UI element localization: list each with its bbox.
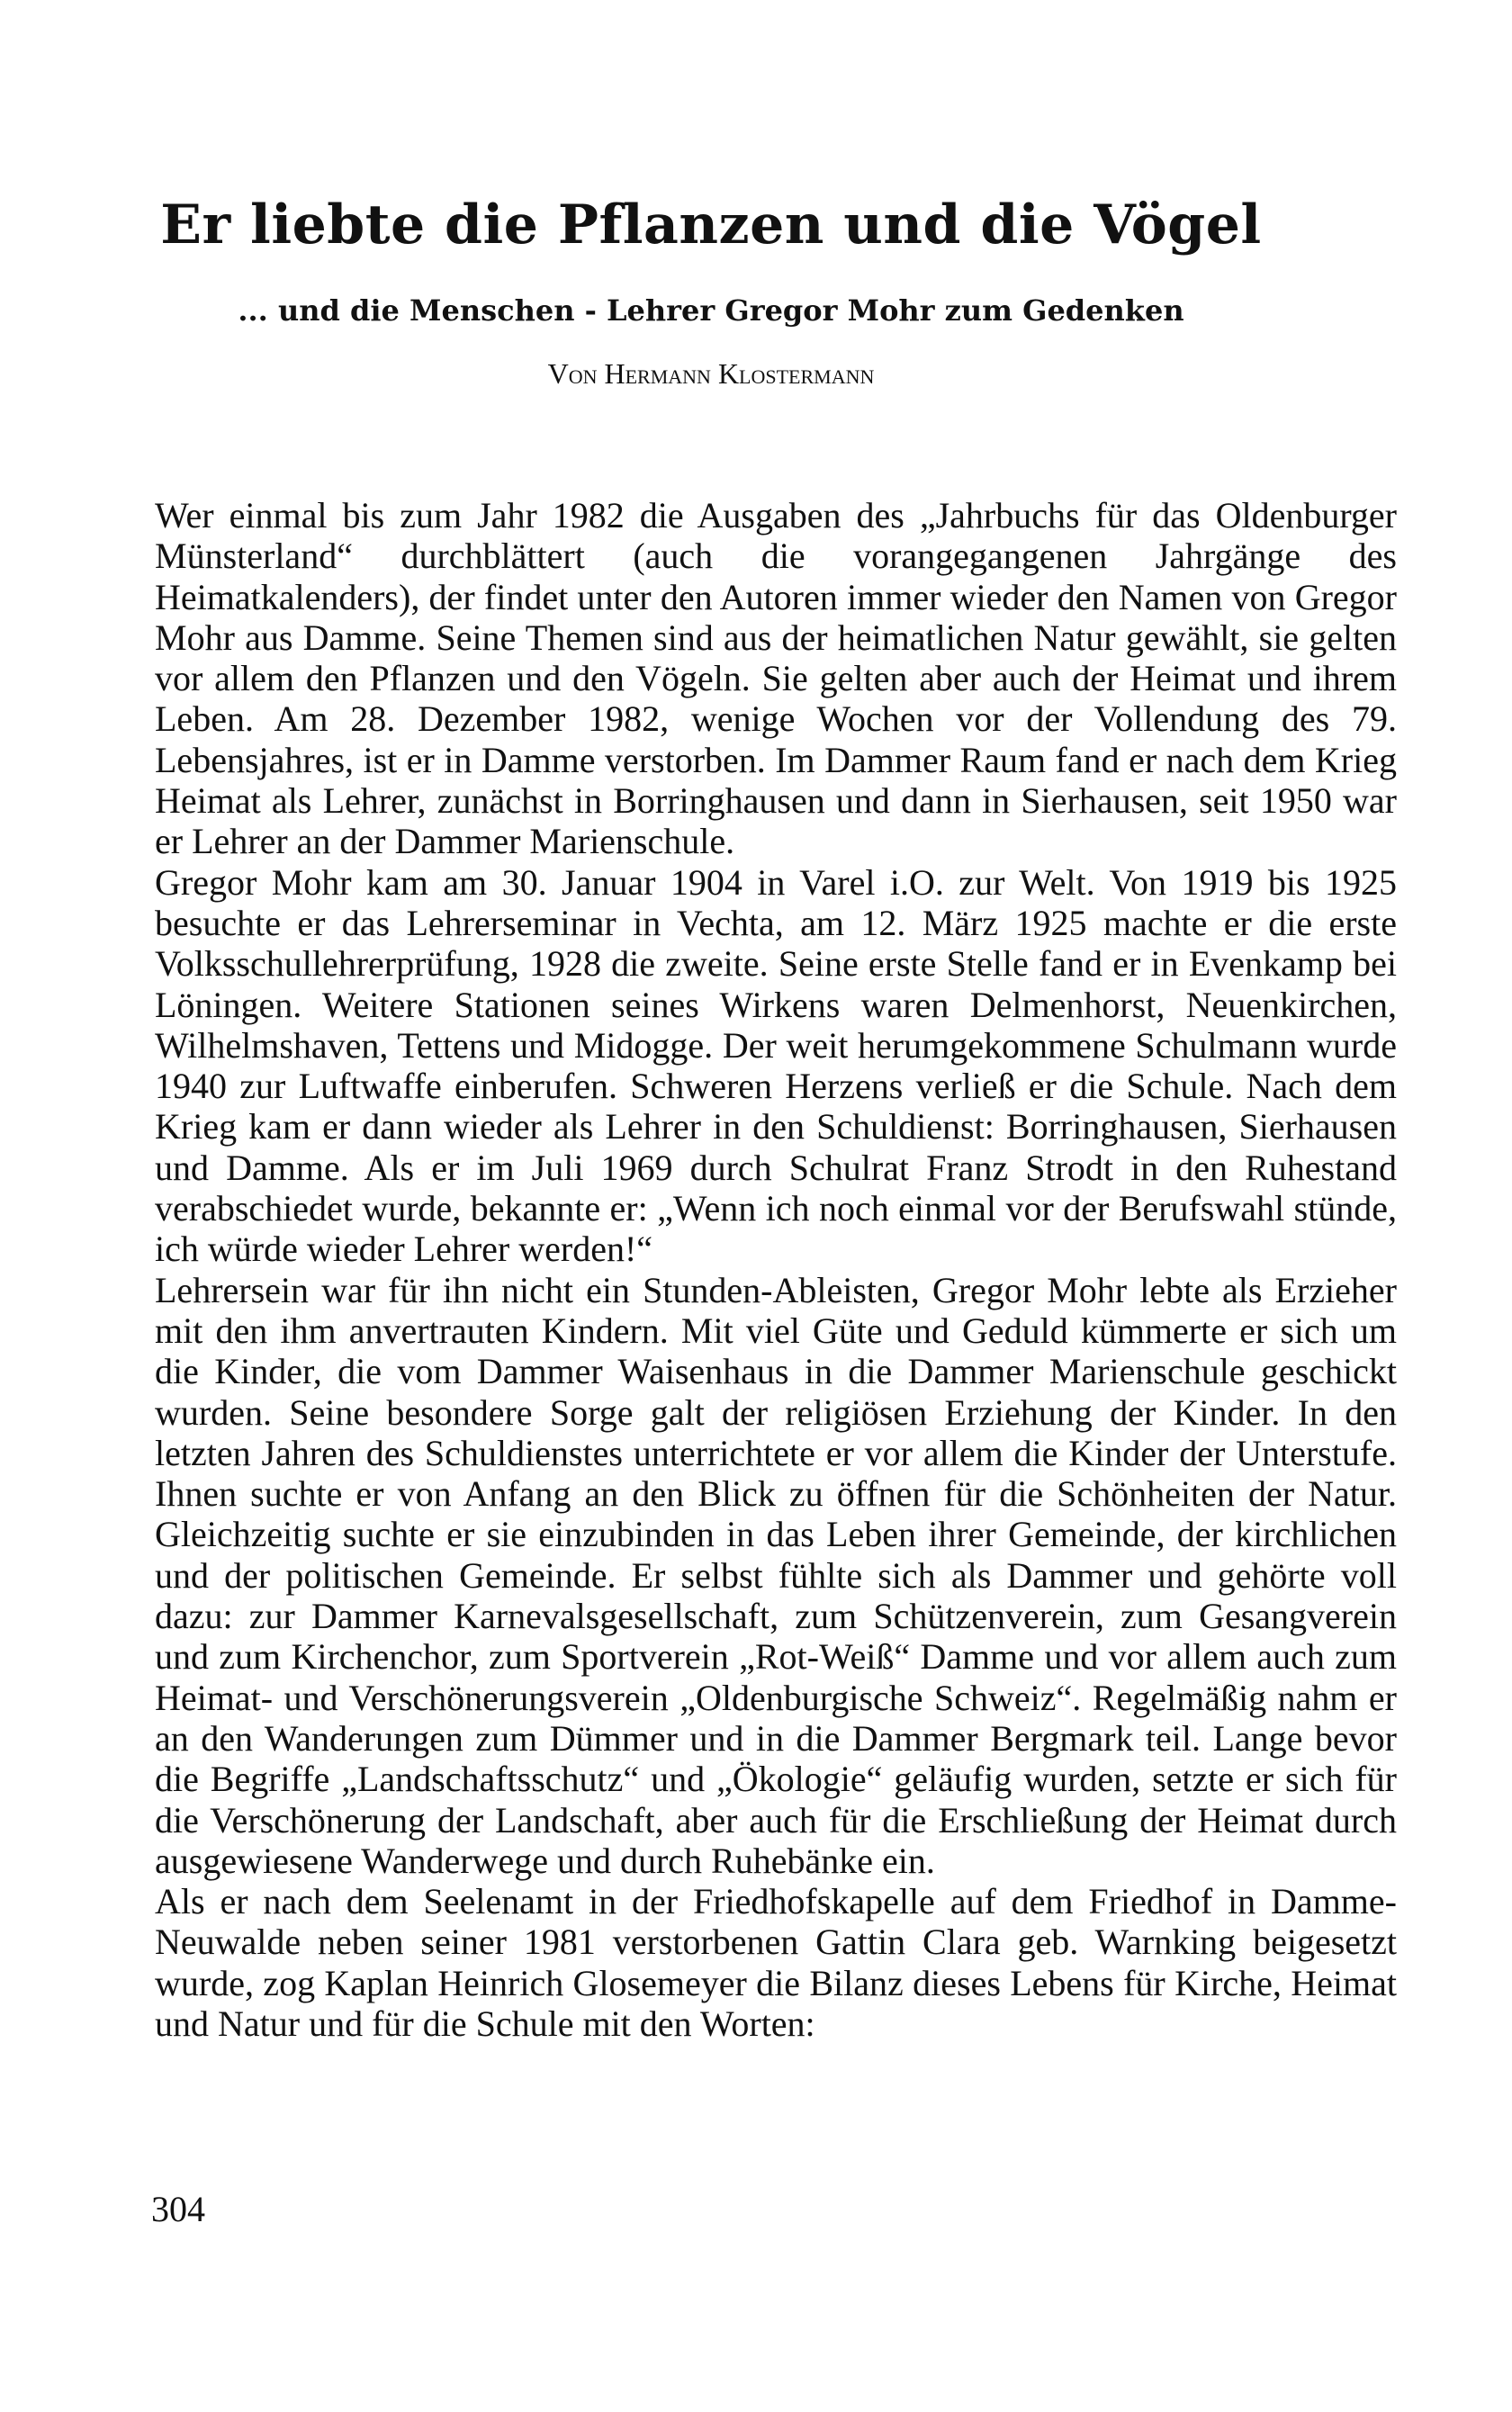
article-byline: Von Hermann Klostermann [547,357,875,390]
article-title: Er liebte die Pflanzen und die Vögel [160,194,1262,256]
article-subtitle: ... und die Menschen - Lehrer Gregor Mohr zum Gedenken [238,293,1184,328]
article-body [155,495,1397,2044]
paragraph: Als er nach dem Seelenamt in der Friedhofskapelle auf dem Friedhof in Damme-Neuwalde neben seiner 1981 verstorbenen Gattin Clara geb. Warnking beigesetzt wurde, zog Kaplan Heinrich Glosemeyer die Bilanz dieses Lebens für Kirche, Heimat und Natur und für die Schule mit den Worten: [155,1881,1397,2044]
page-number: 304 [151,2189,205,2229]
paragraph: Wer einmal bis zum Jahr 1982 die Ausgaben des „Jahrbuchs für das Oldenburger Münsterland“ durchblättert (auch die vorangegangenen Jahrgänge des Heimatkalenders), der findet unter den Autoren immer wieder den Namen von Gregor Mohr aus Damme. Seine Themen sind aus der heimatlichen Natur gewählt, sie gelten vor allem den Pflanzen und den Vögeln. Sie gelten aber auch der Heimat und ihrem Leben. Am 28. Dezember 1982, wenige Wochen vor der Vollendung des 79. Lebensjahres, ist er in Damme verstorben. Im Dammer Raum fand er nach dem Krieg Heimat als Lehrer, zunächst in Borringhausen und dann in Sierhausen, seit 1950 war er Lehrer an der Dammer Marienschule. [155,495,1397,862]
paragraph: Lehrersein war für ihn nicht ein Stunden-Ableisten, Gregor Mohr lebte als Erzieher mit den ihm anvertrauten Kindern. Mit viel Güte und Geduld kümmerte er sich um die Kinder, die vom Dammer Waisenhaus in die Dammer Marienschule geschickt wurden. Seine besondere Sorge galt der religiösen Erziehung der Kinder. In den letzten Jahren des Schuldienstes unterrichtete er vor allem die Kinder der Unterstufe. Ihnen suchte er von Anfang an den Blick zu öffnen für die Schönheiten der Natur. Gleichzeitig suchte er sie einzubinden in das Leben ihrer Gemeinde, der kirchlichen und der politischen Gemeinde. Er selbst fühlte sich als Dammer und gehörte voll dazu: zur Dammer Karnevalsgesellschaft, zum Schützenverein, zum Gesangverein und zum Kirchenchor, zum Sportverein „Rot-Weiß“ Damme und vor allem auch zum Heimat- und Verschönerungsverein „Oldenburgische Schweiz“. Regelmäßig nahm er an den Wanderungen zum Dümmer und in die Dammer Bergmark teil. Lange bevor die Begriffe „Landschaftsschutz“ und „Ökologie“ geläufig wurden, setzte er sich für die Verschönerung der Landschaft, aber auch für die Erschließung der Heimat durch ausgewiesene Wanderwege und durch Ruhebänke ein. [155,1269,1397,1881]
paragraph: Gregor Mohr kam am 30. Januar 1904 in Varel i.O. zur Welt. Von 1919 bis 1925 besuchte er das Lehrerseminar in Vechta, am 12. März 1925 machte er die erste Volksschullehrerprüfung, 1928 die zweite. Seine erste Stelle fand er in Evenkamp bei Löningen. Weitere Stationen seines Wirkens waren Delmenhorst, Neuenkirchen, Wilhelmshaven, Tettens und Midogge. Der weit herumgekommene Schulmann wurde 1940 zur Luftwaffe einberufen. Schweren Herzens verließ er die Schule. Nach dem Krieg kam er dann wieder als Lehrer in den Schuldienst: Borringhausen, Sierhausen und Damme. Als er im Juli 1969 durch Schulrat Franz Strodt in den Ruhestand verabschiedet wurde, bekannte er: „Wenn ich noch einmal vor der Berufswahl stünde, ich würde wieder Lehrer werden!“ [155,861,1397,1270]
